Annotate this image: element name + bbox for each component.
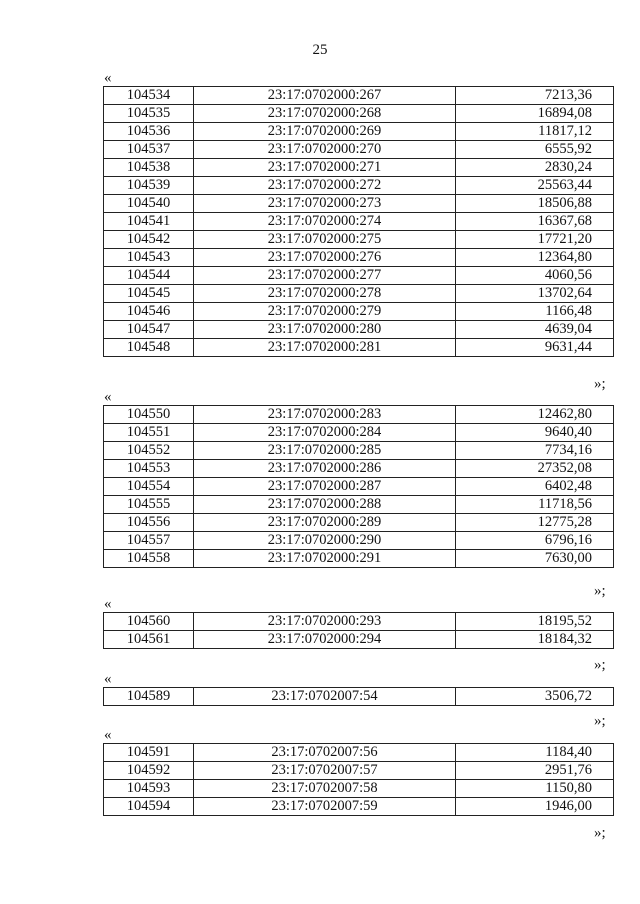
value-cell: 6796,16 (456, 532, 614, 550)
table-row (104, 213, 614, 231)
cadastral-number-cell: 23:17:0702000:275 (194, 231, 456, 249)
table-row (104, 285, 614, 303)
cadastral-number-cell: 23:17:0702000:281 (194, 339, 456, 357)
row-number-cell: 104550 (104, 406, 194, 424)
cadastral-number-cell: 23:17:0702000:268 (194, 105, 456, 123)
table-row (104, 267, 614, 285)
table-row (104, 123, 614, 141)
row-number-cell: 104536 (104, 123, 194, 141)
row-number-cell: 104551 (104, 424, 194, 442)
table-row (104, 249, 614, 267)
row-number-cell: 104558 (104, 550, 194, 568)
cadastral-number-cell: 23:17:0702000:273 (194, 195, 456, 213)
cadastral-number-cell: 23:17:0702000:269 (194, 123, 456, 141)
table-row (104, 105, 614, 123)
table-row (104, 631, 614, 649)
close-quote: »; (594, 657, 606, 673)
registry-table-3 (103, 612, 614, 649)
value-cell: 13702,64 (456, 285, 614, 303)
cadastral-number-cell: 23:17:0702007:54 (194, 688, 456, 706)
row-number-cell: 104557 (104, 532, 194, 550)
cadastral-number-cell: 23:17:0702007:57 (194, 762, 456, 780)
table-row (104, 478, 614, 496)
table-row (104, 141, 614, 159)
row-number-cell: 104541 (104, 213, 194, 231)
row-number-cell: 104540 (104, 195, 194, 213)
cadastral-number-cell: 23:17:0702000:280 (194, 321, 456, 339)
cadastral-number-cell: 23:17:0702000:285 (194, 442, 456, 460)
registry-table-1 (103, 86, 614, 357)
row-number-cell: 104539 (104, 177, 194, 195)
value-cell: 16894,08 (456, 105, 614, 123)
table-row (104, 87, 614, 105)
table-row (104, 177, 614, 195)
value-cell: 3506,72 (456, 688, 614, 706)
row-number-cell: 104548 (104, 339, 194, 357)
value-cell: 7630,00 (456, 550, 614, 568)
value-cell: 12364,80 (456, 249, 614, 267)
value-cell: 18506,88 (456, 195, 614, 213)
value-cell: 1150,80 (456, 780, 614, 798)
registry-table-4 (103, 687, 614, 706)
table-row (104, 460, 614, 478)
row-number-cell: 104538 (104, 159, 194, 177)
value-cell: 1184,40 (456, 744, 614, 762)
value-cell: 1166,48 (456, 303, 614, 321)
row-number-cell: 104594 (104, 798, 194, 816)
registry-table-5 (103, 743, 614, 816)
cadastral-number-cell: 23:17:0702000:272 (194, 177, 456, 195)
value-cell: 4639,04 (456, 321, 614, 339)
page-number: 25 (312, 42, 328, 58)
row-number-cell: 104535 (104, 105, 194, 123)
cadastral-number-cell: 23:17:0702007:56 (194, 744, 456, 762)
table-row (104, 613, 614, 631)
cadastral-number-cell: 23:17:0702000:274 (194, 213, 456, 231)
cadastral-number-cell: 23:17:0702000:278 (194, 285, 456, 303)
cadastral-number-cell: 23:17:0702000:279 (194, 303, 456, 321)
close-quote: »; (594, 376, 606, 392)
table-row (104, 780, 614, 798)
row-number-cell: 104593 (104, 780, 194, 798)
row-number-cell: 104555 (104, 496, 194, 514)
value-cell: 18184,32 (456, 631, 614, 649)
cadastral-number-cell: 23:17:0702000:294 (194, 631, 456, 649)
cadastral-number-cell: 23:17:0702000:291 (194, 550, 456, 568)
cadastral-number-cell: 23:17:0702000:276 (194, 249, 456, 267)
close-quote: »; (594, 583, 606, 599)
value-cell: 18195,52 (456, 613, 614, 631)
table-row (104, 321, 614, 339)
cadastral-number-cell: 23:17:0702007:59 (194, 798, 456, 816)
table-row (104, 762, 614, 780)
row-number-cell: 104592 (104, 762, 194, 780)
cadastral-number-cell: 23:17:0702000:287 (194, 478, 456, 496)
value-cell: 11718,56 (456, 496, 614, 514)
table-row (104, 159, 614, 177)
row-number-cell: 104556 (104, 514, 194, 532)
table-row (104, 303, 614, 321)
value-cell: 9640,40 (456, 424, 614, 442)
table-row (104, 744, 614, 762)
table-row (104, 195, 614, 213)
table-row (104, 442, 614, 460)
table-row (104, 424, 614, 442)
cadastral-number-cell: 23:17:0702000:289 (194, 514, 456, 532)
value-cell: 2830,24 (456, 159, 614, 177)
value-cell: 4060,56 (456, 267, 614, 285)
value-cell: 12775,28 (456, 514, 614, 532)
row-number-cell: 104561 (104, 631, 194, 649)
cadastral-number-cell: 23:17:0702000:288 (194, 496, 456, 514)
value-cell: 9631,44 (456, 339, 614, 357)
row-number-cell: 104552 (104, 442, 194, 460)
value-cell: 27352,08 (456, 460, 614, 478)
table-row (104, 406, 614, 424)
open-quote: « (104, 671, 112, 687)
value-cell: 17721,20 (456, 231, 614, 249)
table-row (104, 550, 614, 568)
row-number-cell: 104560 (104, 613, 194, 631)
table-row (104, 496, 614, 514)
table-row (104, 231, 614, 249)
row-number-cell: 104591 (104, 744, 194, 762)
row-number-cell: 104537 (104, 141, 194, 159)
cadastral-number-cell: 23:17:0702000:293 (194, 613, 456, 631)
value-cell: 2951,76 (456, 762, 614, 780)
open-quote: « (104, 727, 112, 743)
table-row (104, 532, 614, 550)
value-cell: 6402,48 (456, 478, 614, 496)
cadastral-number-cell: 23:17:0702007:58 (194, 780, 456, 798)
row-number-cell: 104553 (104, 460, 194, 478)
cadastral-number-cell: 23:17:0702000:267 (194, 87, 456, 105)
cadastral-number-cell: 23:17:0702000:283 (194, 406, 456, 424)
open-quote: « (104, 70, 112, 86)
value-cell: 1946,00 (456, 798, 614, 816)
row-number-cell: 104544 (104, 267, 194, 285)
row-number-cell: 104554 (104, 478, 194, 496)
value-cell: 7734,16 (456, 442, 614, 460)
cadastral-number-cell: 23:17:0702000:270 (194, 141, 456, 159)
cadastral-number-cell: 23:17:0702000:290 (194, 532, 456, 550)
close-quote: »; (594, 825, 606, 841)
value-cell: 11817,12 (456, 123, 614, 141)
row-number-cell: 104546 (104, 303, 194, 321)
open-quote: « (104, 596, 112, 612)
row-number-cell: 104542 (104, 231, 194, 249)
table-row (104, 339, 614, 357)
value-cell: 7213,36 (456, 87, 614, 105)
row-number-cell: 104547 (104, 321, 194, 339)
cadastral-number-cell: 23:17:0702000:284 (194, 424, 456, 442)
row-number-cell: 104589 (104, 688, 194, 706)
value-cell: 12462,80 (456, 406, 614, 424)
value-cell: 25563,44 (456, 177, 614, 195)
value-cell: 6555,92 (456, 141, 614, 159)
table-row (104, 688, 614, 706)
row-number-cell: 104543 (104, 249, 194, 267)
table-row (104, 798, 614, 816)
cadastral-number-cell: 23:17:0702000:271 (194, 159, 456, 177)
close-quote: »; (594, 713, 606, 729)
cadastral-number-cell: 23:17:0702000:277 (194, 267, 456, 285)
row-number-cell: 104545 (104, 285, 194, 303)
registry-table-2 (103, 405, 614, 568)
value-cell: 16367,68 (456, 213, 614, 231)
open-quote: « (104, 389, 112, 405)
table-row (104, 514, 614, 532)
cadastral-number-cell: 23:17:0702000:286 (194, 460, 456, 478)
row-number-cell: 104534 (104, 87, 194, 105)
